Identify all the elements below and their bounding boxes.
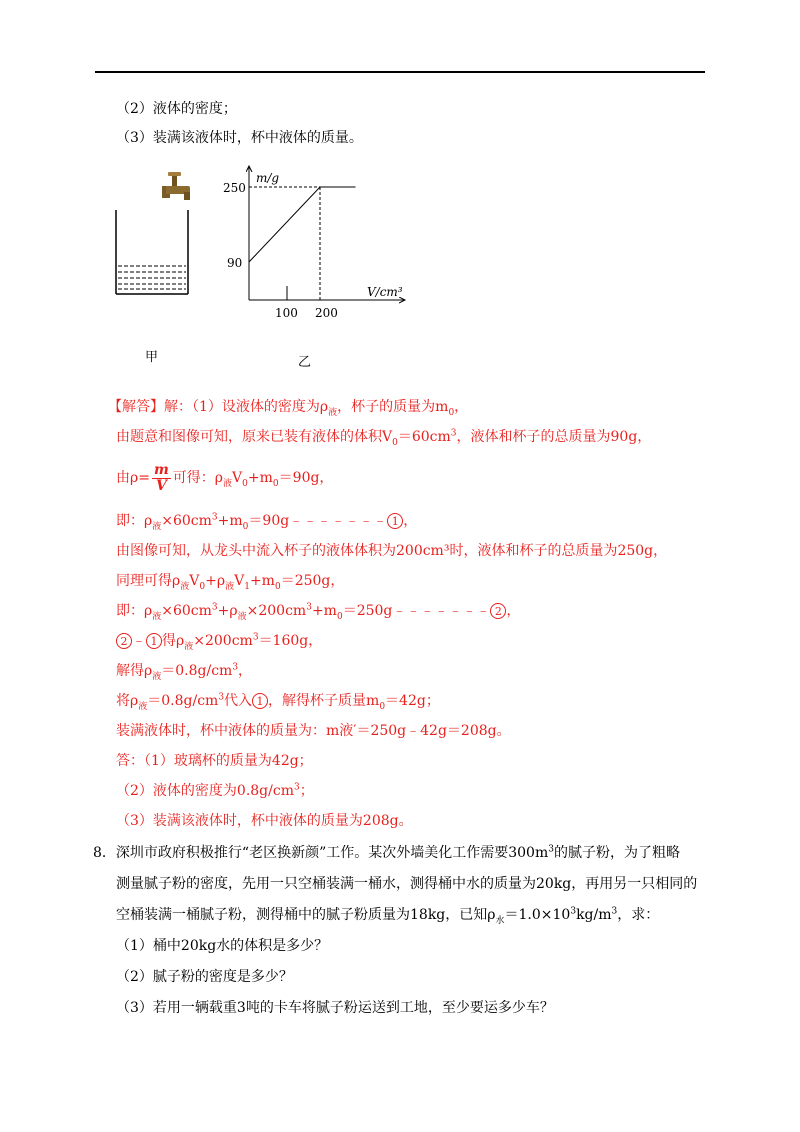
y-tick-90: 90 — [227, 256, 243, 270]
final-answer-3: （3）装满该液体时，杯中液体的质量为208g。 — [116, 813, 413, 829]
answer-line-7: 即：$\rho_液\times 60cm^3+\rho_液\times 200cm^3+m_0=250g﹣﹣﹣﹣﹣﹣﹣$ 2 ， — [116, 602, 521, 622]
answer-line-3: 由ρ= $\frac{m}{V}$ 可得：$\rho_液V_0+m_0=90g$， — [116, 461, 334, 494]
final-answer-2: （2）液体的密度为$0.8g/cm^3$； — [116, 782, 314, 799]
mass-volume-graph — [220, 160, 420, 325]
series-line — [249, 187, 356, 262]
q8-item-1: （1）桶中20kg水的体积是多少？ — [116, 938, 329, 954]
figure-left-caption: 甲 — [145, 350, 159, 365]
q8-item-3: （3）若用一辆载重3吨的卡车将腻子粉运送到工地，至少要运多少车？ — [116, 1000, 554, 1016]
q8-item-2: （2）腻子粉的密度是多少？ — [116, 969, 293, 985]
q8-line-2: 测量腻子粉的密度，先用一只空桶装满一桶水，测得桶中水的质量为20kg，再用另一只相同的 — [116, 876, 698, 892]
prev-question-item-2: （2）液体的密度； — [116, 101, 237, 117]
density-fraction: $\frac{m}{V}$ — [153, 461, 169, 494]
equation-marker-1: 1 — [387, 513, 403, 529]
equation-marker-2b: 2 — [116, 633, 132, 649]
answer-line-9: 解得$\rho_液=0.8g/cm^3$， — [116, 662, 253, 682]
x-tick-200: 200 — [315, 306, 338, 320]
equation-marker-1b: 1 — [146, 633, 162, 649]
q8-line-1: 8．深圳市政府积极推行“老区换新颜”工作。某次外墙美化工作需要$300m^3$的腻子粉，为了粗略 — [93, 844, 680, 861]
answer-line-4: 即：$\rho_液\times 60cm^3+m_0=90g﹣﹣﹣﹣﹣﹣﹣$ 1 ， — [116, 512, 418, 532]
cup-icon — [116, 210, 188, 294]
faucet-icon — [162, 172, 190, 200]
x-axis-label: V/cm³ — [367, 285, 403, 299]
header-rule — [95, 71, 705, 73]
answer-line-6: 同理可得$\rho_液V_0+\rho_液V_1+m_0=250g$， — [116, 573, 345, 592]
equation-marker-2: 2 — [490, 603, 506, 619]
final-answer-1: 答：（1）玻璃杯的质量为42g； — [116, 753, 313, 769]
equation-marker-1c: 1 — [252, 693, 268, 709]
answer-line-5: 由图像可知，从龙头中流入杯子的液体体积为200cm³时，液体和杯子的总质量为250g， — [116, 543, 668, 559]
answer-line-1: 【解答】解：（1）设液体的密度为$\rho_液$，杯子的质量为$m_0$， — [108, 399, 469, 418]
figure-right-caption: 乙 — [298, 355, 312, 370]
answer-line-8: 2 ﹣ 1 得$\rho_液\times 200cm^3=160g$， — [116, 631, 322, 651]
answer-tag: 【解答】 — [108, 399, 164, 415]
faucet-cup-figure — [108, 168, 198, 303]
answer-line-10: 将$\rho_液=0.8g/cm^3$代入 1 ，解得杯子质量$m_0=42g$； — [116, 692, 440, 712]
answer-line-11: 装满液体时，杯中液体的质量为：m液′＝250g﹣42g＝208g。 — [116, 723, 511, 739]
y-axis-label: m/g — [256, 171, 280, 185]
answer-line-2: 由题意和图像可知，原来已装有液体的体积$V_0=60cm^3$，液体和杯子的总质量为90g， — [116, 428, 652, 448]
x-tick-100: 100 — [275, 306, 298, 320]
y-tick-250: 250 — [223, 181, 246, 195]
prev-question-item-3: （3）装满该液体时，杯中液体的质量。 — [116, 130, 363, 146]
q8-line-3: 空桶装满一桶腻子粉，测得桶中的腻子粉质量为18kg，已知$\rho_水=1.0\times 10^3kg/m^3$，求： — [116, 906, 660, 926]
